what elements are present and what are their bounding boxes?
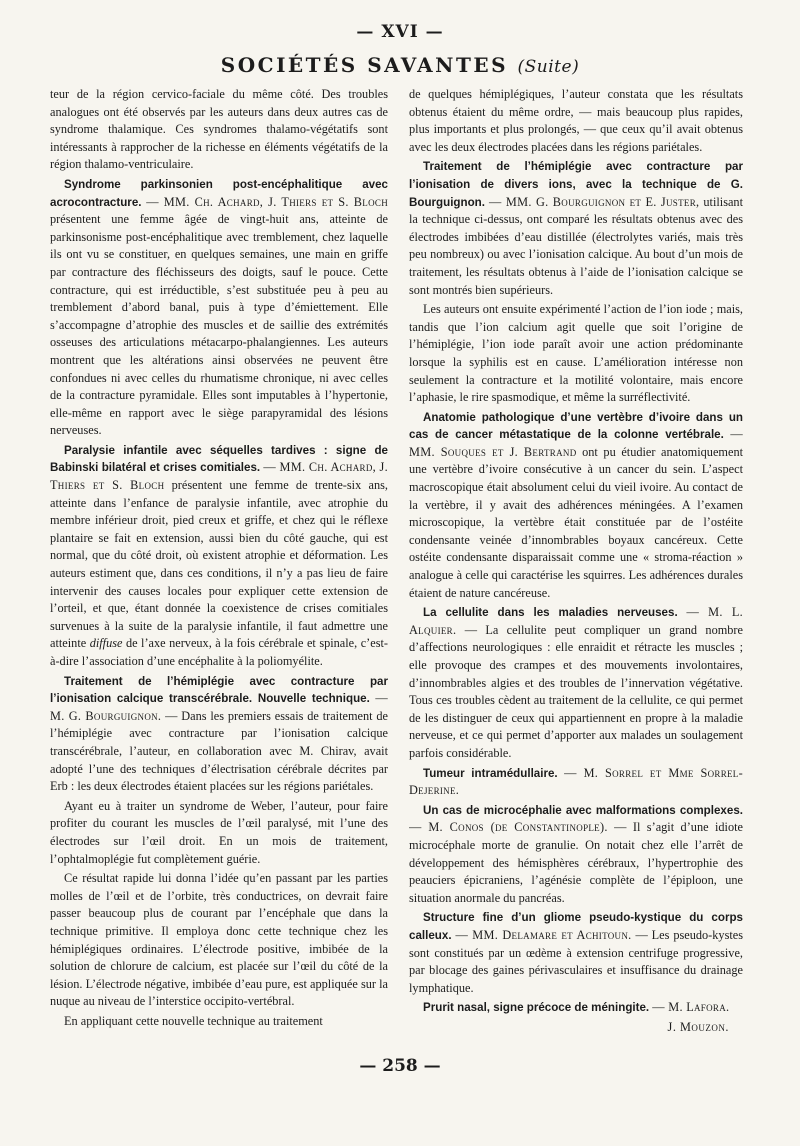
paragraph: Les auteurs ont ensuite expérimenté l’action de l’ion iode ; mais, tandis que l’ion calcium agit quelle que soit l’origine de l’hémiplégie, l’ion iode paraît avoir une action prédominante lorsque la syphilis est en cause. L’amélioration intéresse non seulement la contracture et la motilité volontaire, mais encore l’aphasie, le rire spasmodique, et même la surréflectivité. [409, 302, 743, 405]
article-authors: — M. L. Alquier. [409, 605, 743, 637]
article-microcephalie [409, 802, 743, 908]
article-authors: — M. Conos (de Constantinople). [409, 820, 608, 835]
paragraph: Ce résultat rapide lui donna l’idée qu’en passant par les parties molles de l’œil et de l’orbite, très conductrices, on devrait faire passer beaucoup plus de courant par l’encéphale que dans la technique primitive. Il employa donc cette technique chez les hémiplégiques ordinaires. L’électrode positive, imbibée de la solution de chlorure de calcium, est placée sur l’œil du côté de la lésion. L’électrode négative, imbibée d’eau pure, est appliquée sur la nuque au niveau de l’interstice occipito-vertébral. [50, 871, 388, 1009]
article-title: Anatomie pathologique d’une vertèbre d’ivoire dans un cas de cancer métastatique de la colonne vertébrale. [409, 410, 743, 442]
article-title: Tumeur intramédullaire. [423, 766, 558, 780]
paragraph: de quelques hémiplégiques, l’auteur constata que les résultats obtenus étaient du même ordre, — mais beaucoup plus rapides, plus importants et plus prolongés, — que ceux qu’il avait obtenus avec les deux électrodes placées dans les régions pariétales. [409, 87, 743, 154]
page-number-top: — XVI — [356, 22, 444, 42]
article-authors: — M. Lafora. [652, 1000, 730, 1015]
article-title: La cellulite dans les maladies nerveuses. [423, 606, 678, 620]
article-text: — Les pseudo-kystes sont constitués par un œdème à extension centrifuge progressive, par blocage des gaines périvasculaires et insuffisance du drainage lymphatique. [409, 927, 743, 995]
article-syndrome-parkinsonien [50, 176, 388, 440]
article-title: Traitement de l’hémiplégie avec contracture par l’ionisation de divers ions, avec la technique de G. Bourguignon. [409, 160, 743, 209]
article-vertebre-ivoire [409, 409, 743, 603]
article-title: Prurit nasal, signe précoce de méningite. [423, 1001, 650, 1015]
left-column [50, 86, 388, 1046]
article-tumeur-intramedullaire [409, 765, 743, 800]
signature: J. Mouzon. [667, 1019, 729, 1034]
page-number-bottom: — 258 — [359, 1056, 441, 1076]
article-title: Syndrome parkinsonien post-encéphalitique avec acrocontracture. [50, 177, 388, 209]
article-text: utilisant la technique ci-dessus, ont comparé les résultats obtenus avec des électrodes imbibées d’eau distillée (électrolytes variés, mais très peu nombreux) ou avec l’ionisation calcique. Au bout d’un mois de traitement, les résultats obtenus à l’aide de l’ionisation calcique se sont montrés bien supérieurs. [409, 194, 743, 297]
article-paralysie-infantile [50, 442, 388, 671]
article-title: Traitement de l’hémiplégie avec contracture par l’ionisation calcique transcérébrale. Nouvelle technique. [50, 674, 388, 706]
article-authors: — MM. Ch. Achard, J. Thiers et S. Bloch [146, 194, 388, 209]
article-text: présentent une femme de trente-six ans, atteinte dans l’enfance de paralysie infantile, avec atrophie du membre inférieur droit, pied creux et griffe, et chez qui le réflexe plantaire se fait en extension, aussi bien du côté gauche, qui est normal, que du côté droit, où existent atrophie et déformation. Les auteurs estiment que, dans ces conditions, il n’y a pas lieu de faire intervenir des causes locales pour expliquer cette extension de l’orteil, et que, étant donnée la coexistence de crises comitiales survenues à la suite de la paralysie infantile, il faut admettre une atteinte [50, 478, 388, 651]
article-text: présentent une femme âgée de vingt-huit ans, atteinte de parkinsonisme post-encéphalitique avec tremblement, chez laquelle ils ont vu se constituer, en quelques semaines, une main en griffe par contracture des fléchisseurs des doigts, sauf le pouce. Cette contracture, qui est irréductible, s’est substituée peu à peu au tremblement d’abord banal, puis à type d’émiettement. Elle s’accompagne d’atrophie des muscles et de saillie des extrémités osseuses des articulations métacarpo-phalangiennes. Les auteurs montrent que les altérations ainsi observées ne peuvent être confondues ni avec celles du rhumatisme chronique, ni avec celles de la contracture pyramidale. Elles sont imputables à l’hypertonie, elle-même en rapport avec le siège parapyramidal des lésions nerveuses. [50, 212, 388, 438]
article-authors: — MM. Delamare et Achitoun. [455, 927, 632, 942]
article-gliome [409, 909, 743, 997]
paragraph: En appliquant cette nouvelle technique au traitement [64, 1013, 323, 1028]
article-traitement-divers-ions [409, 158, 743, 299]
article-text: ont pu étudier anatomiquement une vertèbre d’ivoire consécutive à un cancer du sein. L’aspect macroscopique était absolument celui du vieil ivoire. Au contact de la vertèbre, il y avait des adhérences méningées. A l’examen microscopique, la vertèbre était constituée par de l’ostéite condensante veinée d’innombrables boyaux cancéreux. Cette ostéite condensante disparaissait comme une « stroma-réaction » analogue à celle qui caractérise les squirres. Les adhérences durales étaient de nature cancéreuse. [409, 444, 743, 600]
article-authors: — M. Sorrel et Mme Sorrel-Dejerine. [409, 765, 743, 798]
paragraph: teur de la région cervico-faciale du même côté. Des troubles analogues ont été observés par les auteurs dans deux autres cas de syndrome thalamique. Ces syndromes thalamo-végétatifs sont intéressants à rapprocher de la richesse en éléments végétatifs de la région thalamo-ventriculaire. [50, 87, 388, 172]
section-title-suite: (Suite) [517, 57, 580, 77]
right-column [409, 86, 743, 1046]
article-authors: — MM. Souques et J. Bertrand [409, 427, 743, 459]
article-cellulite [409, 604, 743, 762]
article-authors: — M. G. Bourguignon. [50, 691, 388, 723]
article-text-italic: diffuse [89, 636, 123, 651]
article-text: — La cellulite peut compliquer un grand nombre d’affections neurologiques : elle enraidit et rétracte les muscles ; elle provoque des crampes et des mouvements involontaires, d’innombrables algies et des troubles de l’innervation végétative. Tous ces troubles cèdent au traitement de la cellulite, ce qui permet de les distinguer de ceux qui appartiennent en propre à la maladie nerveuse, et ce qui permet d’apporter aux malades un soulagement parfois considérable. [409, 622, 743, 760]
paragraph: Ayant eu à traiter un syndrome de Weber, l’auteur, pour faire profiter du courant les muscles de l’œil paralysé, mit l’une des électrodes sur l’œil droit. En un mois de traitement, l’ophtalmoplégie fut complètement guérie. [50, 798, 388, 866]
article-authors: — MM. Ch. Achard, J. Thiers et S. Bloch [50, 460, 388, 493]
article-title: Paralysie infantile avec séquelles tardives : signe de Babinski bilatéral et crises comitiales. [50, 443, 388, 475]
article-text: — Dans les premiers essais de traitement de l’hémiplégie avec contracture par l’ionisation calcique transcérébrale, l’auteur, en collaboration avec M. Chirav, avait adopté l’une des techniques d’électrisation cérébrale décrites par Erb : les deux électrodes étaient placées sur les régions pariétales. [50, 708, 388, 794]
article-title: Un cas de microcéphalie avec malformations complexes. [423, 803, 743, 817]
article-prurit-nasal [409, 999, 743, 1017]
article-text: de l’axe nerveux, à la fois cérébrale et spinale, c’est-à-dire l’association d’une encéphalite à la poliomyélite. [50, 636, 388, 668]
article-text: — Il s’agit d’une idiote microcéphale morte de granulie. On notait chez elle l’arrêt de développement des hémisphères cérébraux, l’hypertrophie des peauciers épicraniens, l’agénésie complète de l’épiploon, une situation anormale du pancréas. [409, 820, 743, 905]
article-authors: — MM. G. Bourguignon et E. Juster, [488, 194, 700, 209]
section-title-text: SOCIÉTÉS SAVANTES [220, 53, 509, 77]
section-title [0, 53, 800, 77]
article-title: Structure fine d’un gliome pseudo-kystique du corps calleux. [409, 911, 743, 942]
article-traitement-ionisation [50, 673, 388, 796]
